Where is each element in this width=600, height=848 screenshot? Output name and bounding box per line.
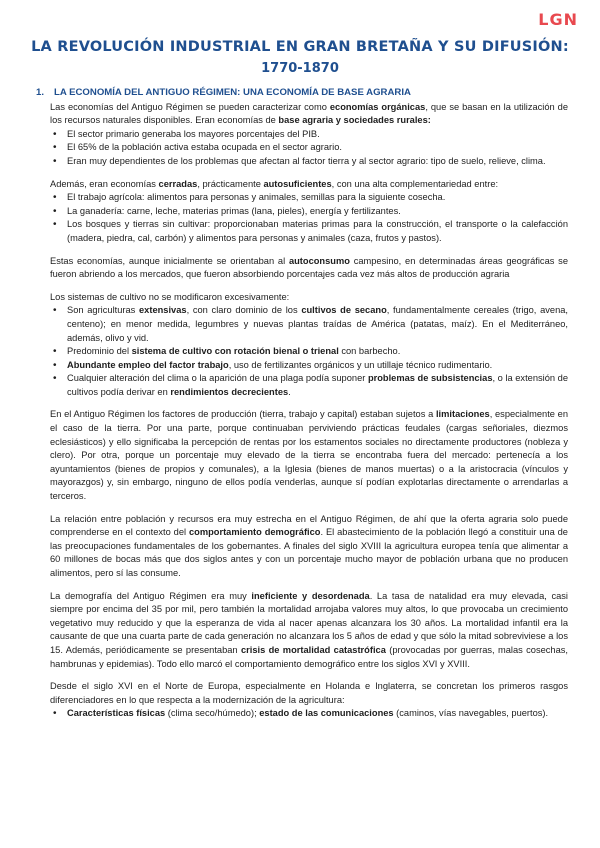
text-run: , prácticamente bbox=[197, 178, 264, 189]
list-item bbox=[50, 128, 568, 142]
section-heading bbox=[36, 86, 568, 100]
bold-text: estado de las comunicaciones bbox=[259, 708, 394, 719]
bold-text: limitaciones bbox=[435, 409, 490, 420]
bold-text: cerradas bbox=[158, 178, 198, 189]
title-line-2: 1770-1870 bbox=[261, 61, 339, 76]
text-run: Eran muy dependientes de los problemas que afectan al factor tierra y al sector agrario: tipo de suelo, relieve, clima. bbox=[67, 155, 546, 166]
text-run: , con claro dominio de los bbox=[186, 305, 302, 316]
list-item bbox=[50, 155, 568, 169]
bold-text: autoconsumo bbox=[288, 255, 350, 266]
list-item bbox=[50, 707, 568, 721]
text-run: El sector primario generaba los mayores porcentajes del PIB. bbox=[67, 128, 320, 139]
text-run: (caminos, vías navegables, puertos). bbox=[393, 708, 549, 719]
text-run: La relación entre población y recursos era muy estrecha en el Antiguo Régimen, de ahí que la oferta agraria solo puede comprenderse en el contexto del bbox=[50, 513, 568, 538]
text-run: . El abastecimiento de la población llegó a constituir una de las preocupaciones fundamentales de los gobernantes. A finales del siglo XVIII la agricultura europea tenía que alimentar a 60 millones de bocas más que dos siglos antes y con un porcentaje mucho mayor de población urbana que no producen alimentos, pero sí las consume. bbox=[50, 527, 568, 578]
text-run: . bbox=[288, 386, 291, 397]
text-run: , especialmente en el caso de la tierra. Por una parte, porque continuaban perviviendo prácticas feudales (cargas señoriales, diezmos eclesiásticos) y ello significaba la percepción de rentas por los estamentos sociales no directamente productores (nobleza y clero). Por otra, porque un porcentaje muy elevado de la tierra se encontraba fuera del mercado: pertenecía a los ayuntamientos (bienes de propios y comunales), a la Iglesia (bienes de manos muertas) o a la aristocracia (vínculos y mayorazgos) y, sin embargo, ninguno de ellos podía venderlas, aunque sí podían explotarlas directamente o arrendarlas a terceros. bbox=[50, 409, 569, 502]
paragraph bbox=[50, 680, 568, 707]
bullet-list bbox=[50, 128, 568, 169]
text-run: (clima seco/húmedo); bbox=[165, 708, 260, 719]
bold-text: rendimientos decrecientes bbox=[170, 386, 289, 397]
text-run: , uso de fertilizantes orgánicos y un utillaje técnico rudimentario. bbox=[228, 359, 493, 370]
bold-text: cultivos de secano bbox=[301, 305, 387, 316]
text-run: La demografía del Antiguo Régimen era muy bbox=[50, 590, 252, 601]
list-item bbox=[50, 304, 568, 345]
list-item bbox=[50, 205, 568, 219]
paragraph bbox=[50, 178, 568, 192]
bold-text: comportamiento demográfico bbox=[188, 527, 321, 538]
bold-text: problemas de subsistencias bbox=[367, 373, 493, 384]
text-run: El 65% de la población activa estaba ocupada en el sector agrario. bbox=[67, 142, 342, 153]
list-item bbox=[50, 372, 568, 399]
bold-text: sistema de cultivo con rotación bienal o trienal bbox=[131, 346, 339, 357]
bullet-list bbox=[50, 707, 568, 721]
text-run: Cualquier alteración del clima o la aparición de una plaga podía suponer bbox=[67, 373, 368, 384]
document-body bbox=[36, 86, 569, 721]
list-item bbox=[50, 191, 568, 205]
bold-text: Abundante empleo del factor trabajo bbox=[67, 359, 229, 370]
text-run: . La tasa de natalidad era muy elevada, casi siempre por encima del 35 por mil, pero también la mortalidad arrojaba valores muy altos, lo que provocaba un crecimiento vegetativo muy reducido y que la esperanza de vida al nacer apenas alcanzara los 30 años. La mortalidad infantil era la causante de que una cuarta parte de cada generación no alcanzara los 5 años de edad y que sólo la mitad sobreviviese a los 15. Además, periódicamente se presentaban bbox=[50, 590, 568, 655]
list-item bbox=[50, 141, 568, 155]
paragraph bbox=[50, 408, 568, 503]
bold-text: base agraria y sociedades rurales: bbox=[278, 115, 431, 126]
paragraph bbox=[50, 291, 568, 305]
bold-text: economías orgánicas bbox=[329, 101, 426, 112]
paragraph bbox=[50, 101, 568, 128]
bold-text: extensivas bbox=[139, 305, 187, 316]
paragraph bbox=[50, 590, 568, 672]
text-run: La ganadería: carne, leche, materias primas (lana, pieles), energía y fertilizantes. bbox=[67, 205, 401, 216]
bullet-list bbox=[50, 191, 568, 245]
bullet-list bbox=[50, 304, 568, 399]
bold-text: crisis de mortalidad catastrófica bbox=[240, 644, 386, 655]
text-run: En el Antiguo Régimen los factores de producción (tierra, trabajo y capital) estaban sujetos a bbox=[50, 409, 436, 420]
text-run: Desde el siglo XVI en el Norte de Europa, especialmente en Holanda e Inglaterra, se concretan los primeros rasgos diferenciadores en lo que respecta a la modernización de la agricultura: bbox=[50, 681, 568, 705]
text-run: (provocadas por guerras, malas cosechas, hambrunas y epidemias). Todo ello marcó el comportamiento demográfico entre los siglos XVI y XVIII. bbox=[50, 644, 569, 669]
bold-text: autosuficientes bbox=[263, 178, 332, 189]
bold-text: ineficiente y desordenada bbox=[251, 590, 370, 601]
list-item bbox=[50, 218, 568, 245]
paragraph bbox=[50, 255, 568, 282]
text-run: Estas economías, aunque inicialmente se orientaban al bbox=[50, 255, 289, 266]
text-run: Son agriculturas bbox=[67, 305, 140, 316]
text-run: , fundamentalmente cereales (trigo, avena, centeno); en menor medida, legumbres y nuevas plantas traídas de América (patatas, maíz). En el Mediterráneo, además, olivo y vid. bbox=[67, 305, 568, 343]
text-run: , o la extensión de cultivos podía derivar en bbox=[67, 373, 568, 397]
text-run: Los bosques y tierras sin cultivar: proporcionaban materias primas para la construcción, el transporte o la calefacción (madera, piedra, cal, carbón) y alimentos para personas y animales (caza, frutos y pastos). bbox=[67, 219, 568, 243]
text-run: El trabajo agrícola: alimentos para personas y animales, semillas para la siguiente cosecha. bbox=[67, 192, 446, 203]
text-run: Predominio del bbox=[67, 346, 132, 357]
text-run: con barbecho. bbox=[338, 346, 401, 357]
section-number: 1. bbox=[36, 87, 45, 98]
text-run: Además, eran economías bbox=[50, 178, 159, 189]
brand-logo: LGN bbox=[538, 10, 578, 29]
title-line-1: LA REVOLUCIÓN INDUSTRIAL EN GRAN BRETAÑA Y SU DIFUSIÓN: bbox=[31, 39, 569, 55]
text-run: , que se basan en la utilización de los recursos naturales disponibles. Eran economías de bbox=[50, 101, 568, 126]
paragraph bbox=[50, 513, 568, 581]
text-run: campesino, en determinadas áreas geográficas se fueron abriendo a los mercados, que fueron absorbiendo porcentajes cada vez más altos de producción agraria bbox=[50, 255, 568, 280]
bold-text: Características físicas bbox=[67, 708, 166, 719]
text-run: Los sistemas de cultivo no se modificaron excesivamente: bbox=[50, 291, 290, 302]
text-run: , con una alta complementariedad entre: bbox=[331, 178, 499, 189]
text-run: Las economías del Antiguo Régimen se pueden caracterizar como bbox=[50, 101, 330, 112]
section-title: LA ECONOMÍA DEL ANTIGUO RÉGIMEN: UNA ECONOMÍA DE BASE AGRARIA bbox=[54, 87, 411, 98]
list-item bbox=[50, 345, 568, 359]
document-title bbox=[0, 39, 600, 76]
list-item bbox=[50, 359, 568, 373]
